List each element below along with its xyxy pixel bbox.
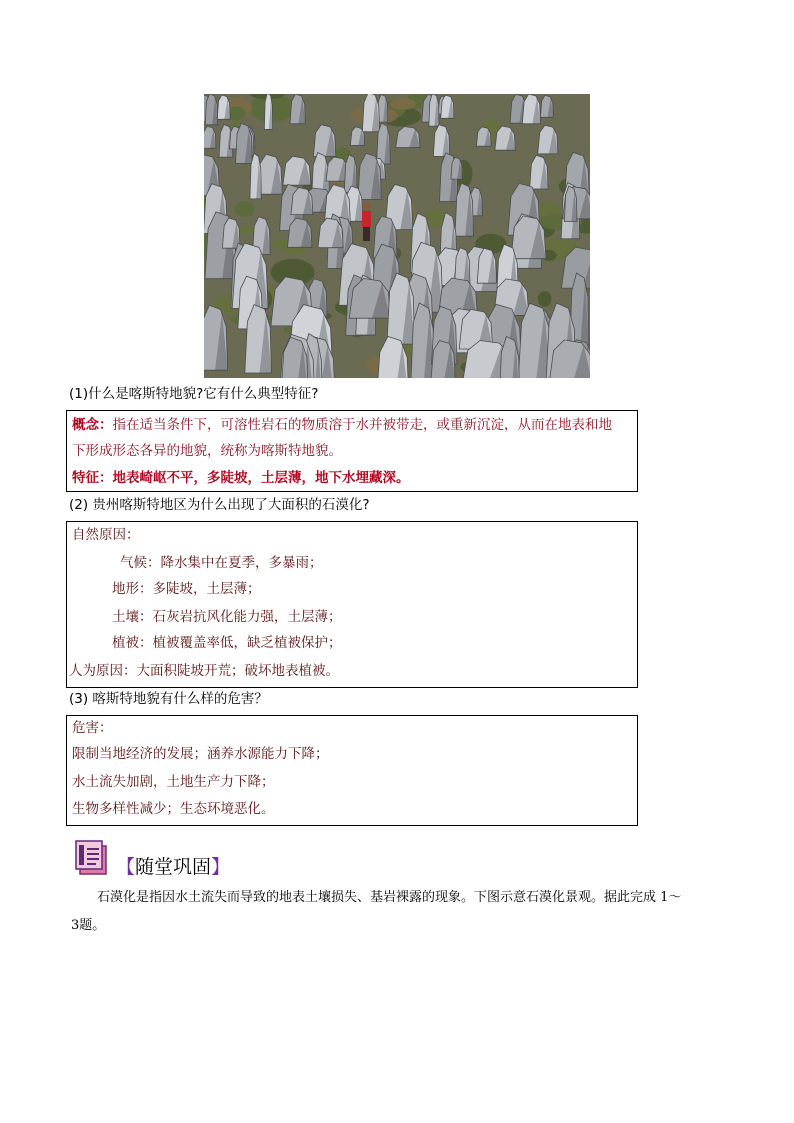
intro-line-1: 石漠化是指因水土流失而导致的地表土壤损失、基岩裸露的现象。下图示意石漠化景观。据此完成 1～ <box>97 890 682 905</box>
section-title <box>116 854 230 880</box>
section-title-text: 随堂巩固 <box>135 856 212 878</box>
feature-text: 地表崎岖不平，多陡坡，土层薄，地下水埋藏深。 <box>112 470 410 486</box>
soil-line: 土壤：石灰岩抗风化能力强，土层薄； <box>112 609 342 625</box>
notebook-icon <box>74 838 110 876</box>
harm-line-3: 生物多样性减少；生态环境恶化。 <box>72 801 275 817</box>
human-reason-line: 人为原因：大面积陡坡开荒；破坏地表植被。 <box>69 663 339 679</box>
answer-box-2 <box>66 521 638 688</box>
question-2-title: (2) 贵州喀斯特地区为什么出现了大面积的石漠化? <box>69 497 370 513</box>
vegetation-line: 植被：植被覆盖率低，缺乏植被保护； <box>112 635 342 651</box>
natural-reason-label: 自然原因： <box>72 527 140 543</box>
intro-line-2: 3题。 <box>71 918 106 933</box>
answer-box-3 <box>66 715 638 826</box>
harm-line-1: 限制当地经济的发展；涵养水源能力下降； <box>72 746 329 762</box>
terrain-line: 地形：多陡坡，土层薄； <box>112 581 261 597</box>
question-1-title: (1)什么是喀斯特地貌?它有什么典型特征? <box>69 386 319 402</box>
question-3-title: (3) 喀斯特地貌有什么样的危害？ <box>69 691 268 707</box>
concept-line-2: 下形成形态各异的地貌，统称为喀斯特地貌。 <box>72 443 342 459</box>
concept-label: 概念： <box>72 417 113 433</box>
harm-label: 危害： <box>72 720 113 736</box>
bracket-left: 【 <box>116 856 136 878</box>
bracket-right: 】 <box>211 856 231 878</box>
harm-line-2: 水土流失加剧，土地生产力下降； <box>72 774 275 790</box>
karst-stone-forest-photo <box>204 94 590 378</box>
climate-line: 气候：降水集中在夏季，多暴雨； <box>120 555 323 571</box>
feature-label: 特征： <box>72 470 113 486</box>
answer-box-1 <box>66 410 638 492</box>
concept-line-1: 指在适当条件下，可溶性岩石的物质溶于水并被带走，或重新沉淀，从而在地表和地 <box>112 417 612 433</box>
